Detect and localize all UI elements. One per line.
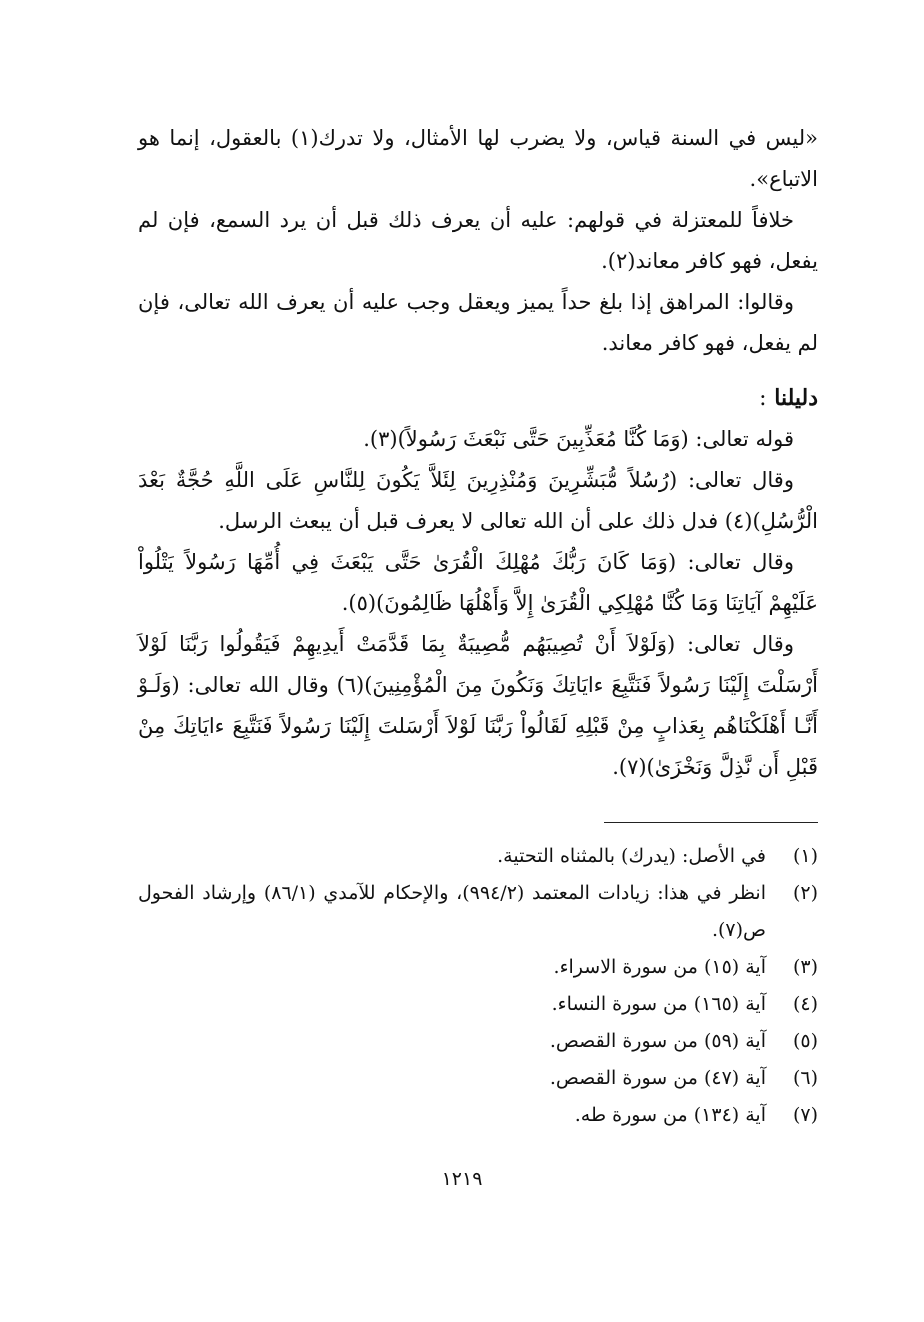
- evidence-paragraph: [138, 419, 818, 460]
- footnote-item: [138, 949, 818, 986]
- footnote-text: آية (٥٩) من سورة القصص.: [549, 1030, 766, 1052]
- evidence-paragraph: [138, 460, 818, 542]
- footnote-item: [138, 1060, 818, 1097]
- footnote-item: [138, 875, 818, 949]
- footnote-text: آية (١٣٤) من سورة طه.: [574, 1104, 766, 1126]
- evidence-text: وقال تعالى: (وَلَوْلاَ أَنْ تُصِيبَهُم مُّصِيبَةٌ بِمَا قَدَّمَتْ أَيدِيهِمْ فَيَقُولُوا رَبَّنَا لَوْلاَ أَرْسَلْتَ إِلَيْنَا رَسُولاً فَنَتَّبِعَ ءايَاتِكَ وَنَكُونَ مِنَ الْمُؤْمِنِينَ)(٦) وقال الله تعالى: (وَلَـوْ أَنَّـا أَهْلَكْنَاهُم بِعَذابٍ مِنْ قَبْلِهِ لَقَالُواْ رَبَّنَا لَوْلاَ أَرْسَلتَ إِلَيْنَا رَسُولاً فَنَتَّبِعَ ءايَاتِكَ مِنْ قَبْلِ أَن نَّذِلَّ وَنَخْزَىٰ)(٧).: [138, 632, 818, 779]
- heading-label: دليلنا: [774, 385, 818, 411]
- footnote-item: [138, 1097, 818, 1134]
- evidence-text: وقال تعالى: (وَمَا كَانَ رَبُّكَ مُهْلِكَ الْقُرَىٰ حَتَّى يَبْعَثَ فِي أُمِّهَا رَسُولاً يَتْلُواْ عَلَيْهِمْ آيَاتِنَا وَمَا كُنَّا مُهْلِكِي الْقُرَىٰ إِلاَّ وَأَهْلُهَا ظَالِمُونَ)(٥).: [138, 550, 818, 615]
- footnote-text: آية (٤٧) من سورة القصص.: [549, 1067, 766, 1089]
- footnote-number: (٦): [792, 1067, 818, 1089]
- footnote-number: (١): [792, 845, 818, 867]
- footnote-text: انظر في هذا: زيادات المعتمد (٩٩٤/٢)، والإحكام للآمدي (٨٦/١) وإرشاد الفحول ص(٧).: [138, 882, 766, 941]
- footnote-number: (٤): [792, 993, 818, 1015]
- paragraph-murahiq: [138, 282, 818, 364]
- evidence-paragraph: [138, 624, 818, 788]
- footnotes: [138, 838, 818, 1134]
- footnote-text: في الأصل: (يدرك) بالمثناه التحتية.: [497, 845, 766, 867]
- footnote-text: آية (١٥) من سورة الاسراء.: [553, 956, 766, 978]
- page-number: ١٢١٩: [441, 1168, 483, 1190]
- main-text: [138, 118, 818, 788]
- footnote-item: [138, 986, 818, 1023]
- footnote-number: (٣): [792, 956, 818, 978]
- footnote-item: [138, 838, 818, 875]
- footnote-number: (٥): [792, 1030, 818, 1052]
- heading-colon: :: [759, 386, 767, 411]
- section-heading: [138, 378, 818, 419]
- footnote-item: [138, 1023, 818, 1060]
- footnote-number: (٢): [792, 882, 818, 904]
- paragraph-murahiq-text: وقالوا: المراهق إذا بلغ حداً يميز ويعقل وجب عليه أن يعرف الله تعالى، فإن لم يفعل، فهو كافر معاند.: [138, 290, 818, 355]
- paragraph-quote: «ليس في السنة قياس، ولا يضرب لها الأمثال، ولا تدرك(١) بالعقول، إنما هو الاتباع».: [138, 126, 818, 191]
- evidence-text: وقال تعالى: (رُسُلاً مُّبَشِّرِينَ وَمُنْذِرِينَ لِئَلاَّ يَكُونَ لِلنَّاسِ عَلَى اللَّهِ حُجَّةٌ بَعْدَ الْرُّسُلِ)(٤) فدل ذلك على أن الله تعالى لا يعرف قبل أن يبعث الرسل.: [138, 468, 818, 533]
- footnote-text: آية (١٦٥) من سورة النساء.: [551, 993, 766, 1015]
- paragraph-mutazila: [138, 200, 818, 282]
- evidence-paragraph: [138, 542, 818, 624]
- footnote-number: (٧): [792, 1104, 818, 1126]
- footnote-divider: [604, 822, 818, 823]
- paragraph-mutazila-text: خلافاً للمعتزلة في قولهم: عليه أن يعرف ذلك قبل أن يرد السمع، فإن لم يفعل، فهو كافر معاند(٢).: [138, 208, 818, 273]
- evidence-text: قوله تعالى: (وَمَا كُنَّا مُعَذِّبِينَ حَتَّى نَبْعَثَ رَسُولاً)(٣).: [363, 427, 794, 451]
